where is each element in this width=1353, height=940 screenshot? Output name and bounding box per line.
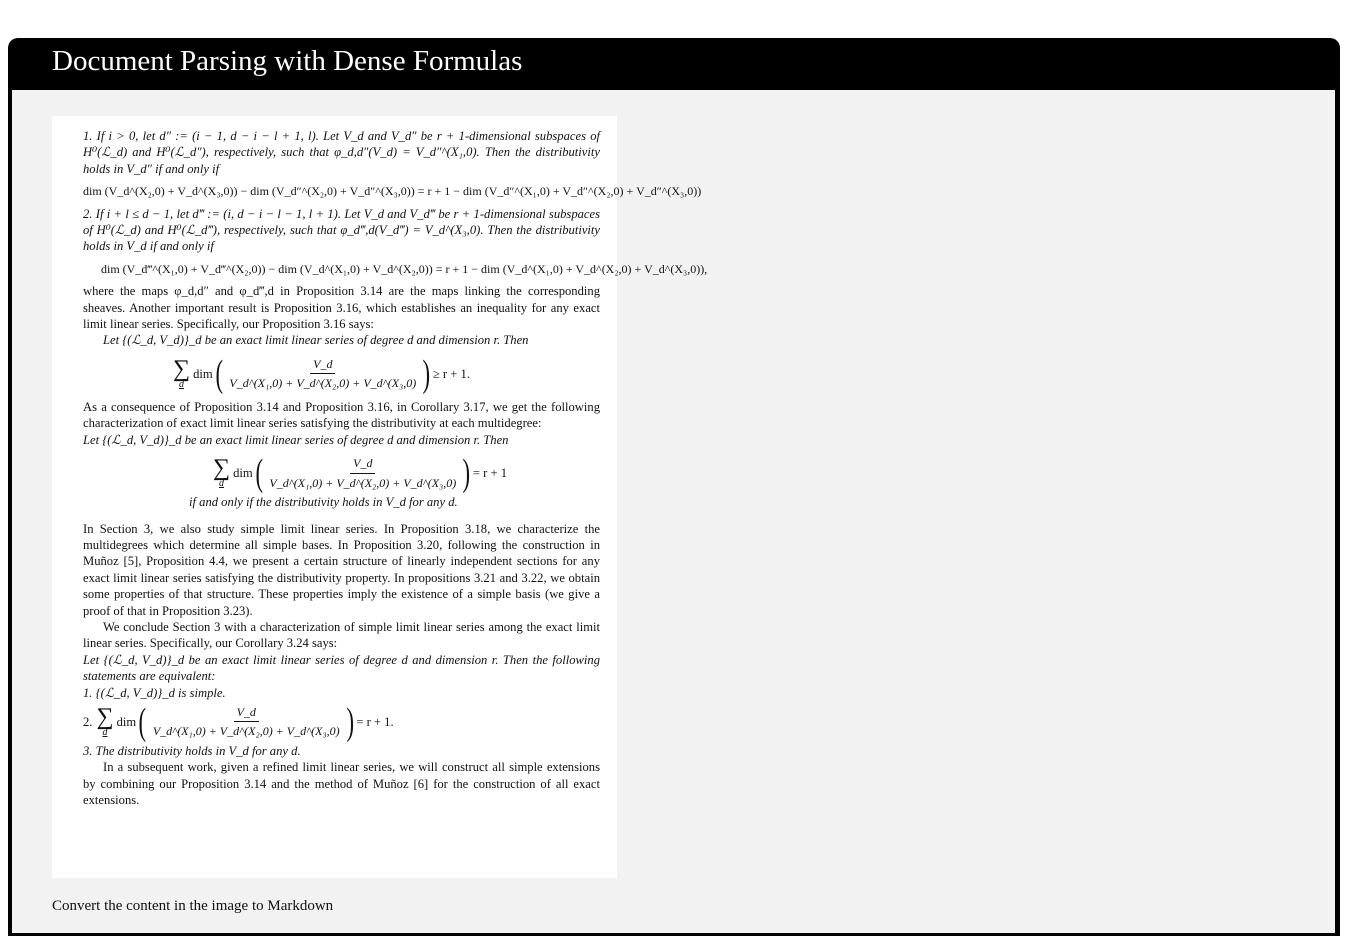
list-item-2: 2. ∑ d dim ( $\frac{V\_d}{\text{V\_d\textasciicircum{}(X₁,0) + V\_d\textasciicircum{}(X₂,0) + V\_d\textasciicircum{}(X₃,0)}}$ ) = r + 1. [83, 700, 394, 743]
item-2: 2. If i + l ≤ d − 1, let d‴ := (i, d − i − l − 1, l + 1). Let V_d and V_d‴ be r + 1-dimensional subspaces of H⁰(ℒ_d) and H⁰(ℒ_d‴), respectively, such that φ_d‴,d(V_d‴) = V_d^(X₃,0). Then the distributivity holds in V_d if and only if [83, 206, 600, 254]
iff-line: if and only if the distributivity holds in V_d for any d. [189, 495, 458, 510]
paragraph-1: where the maps φ_d,d″ and φ_d‴,d in Proposition 3.14 are the maps linking the corresponding sheaves. Another important result is Proposition 3.16, which establishes an inequality for any exact limit linear series. Specifically, our Proposition 3.16 says: [83, 284, 600, 332]
sum-symbol: ∑ d [213, 455, 231, 490]
sum-symbol: ∑ d [173, 355, 191, 390]
equation-4: ∑ d dim ( $\frac{V\_d}{\text{V\_d\textasciicircum{}(X₁,0) + V\_d\textasciicircum{}(X₂,0) + V\_d\textasciicircum{}(X₃,0)}}$ ) = r + 1 [213, 452, 508, 495]
list-item-3: 3. The distributivity holds in V_d for any d. [83, 743, 301, 758]
fraction: $\frac{V\_d}{\text{V\_d\textasciicircum{}(X₁,0) + V\_d\textasciicircum{}(X₂,0) + V\_d\textasciicircum{}(X₃,0)}}$ [152, 705, 340, 739]
item-1: 1. If i > 0, let d″ := (i − 1, d − i − l + 1, l). Let V_d and V_d″ be r + 1-dimensional subspaces of H⁰(ℒ_d) and H⁰(ℒ_d″), respectively, such that φ_d,d″(V_d) = V_d″^(X₁,0). Then the distributivity holds in V_d″ if and only if [83, 129, 600, 176]
document-text [83, 128, 708, 809]
paragraph-3: In Section 3, we also study simple limit linear series. In Proposition 3.18, we characterize the multidegrees which determine all simple bases. In Proposition 3.20, following the construction in Muñoz [5], Proposition 4.4, we present a certain structure of linearly independent sections for any exact limit linear series satisfying the distributivity property. In propositions 3.21 and 3.22, we obtain some properties of that structure. These properties imply the existence of a simple basis (we give a proof of that in Proposition 3.23). [83, 521, 600, 618]
window-title: Document Parsing with Dense Formulas [52, 45, 523, 77]
equation-2: dim (V_d‴^(X₁,0) + V_d‴^(X₂,0)) − dim (V_d^(X₁,0) + V_d^(X₂,0)) = r + 1 − dim (V_d^(X₁,0) + V_d^(X₂,0) + V_d^(X₃,0)), [101, 261, 708, 276]
fraction: $\frac{V\_d}{\text{V\_d\textasciicircum{}(X₁,0) + V\_d\textasciicircum{}(X₂,0) + V\_d\textasciicircum{}(X₃,0)}}$ [269, 456, 457, 490]
equation-1: dim (V_d^(X₂,0) + V_d^(X₃,0)) − dim (V_d″^(X₂,0) + V_d″^(X₃,0)) = r + 1 − dim (V_d″^(X₁,0) + V_d″^(X₂,0) + V_d″^(X₃,0)) [83, 184, 702, 199]
paragraph-4: We conclude Section 3 with a characterization of simple limit linear series among the exact limit linear series. Specifically, our Corollary 3.24 says: [83, 619, 600, 651]
list-number: 2. [83, 714, 93, 729]
equation-5-rhs: = r + 1. [356, 714, 394, 729]
dim-operator: dim [233, 465, 253, 480]
dim-operator: dim [193, 366, 213, 381]
equation-3: ∑ d dim ( $\frac{V\_d}{\text{V\_d\textasciicircum{}(X₁,0) + V\_d\textasciicircum{}(X₂,0) + V\_d\textasciicircum{}(X₃,0)}}$ ) ≥ r + 1. [173, 352, 470, 395]
let-statement-2: Let {(ℒ_d, V_d)}_d be an exact limit linear series of degree d and dimension r. Then [83, 432, 509, 447]
fraction: $\frac{V\_d}{\text{V\_d\textasciicircum{}(X₁,0) + V\_d\textasciicircum{}(X₂,0) + V\_d\textasciicircum{}(X₃,0)}}$ [229, 356, 417, 391]
content-panel [12, 90, 1335, 933]
window-frame [8, 38, 1340, 936]
document-image [52, 116, 708, 878]
dim-operator: dim [116, 714, 137, 729]
equation-3-rhs: ≥ r + 1. [432, 366, 470, 381]
let-statement-3: Let {(ℒ_d, V_d)}_d be an exact limit linear series of degree d and dimension r. Then the following statements are equivalent: [83, 652, 600, 684]
equation-4-rhs: = r + 1 [472, 465, 508, 480]
sum-symbol: ∑ d [96, 703, 114, 738]
paragraph-5: In a subsequent work, given a refined limit linear series, we will construct all simple extensions by combining our Proposition 3.14 and the method of Muñoz [6] for the construction of all exact extensions. [83, 760, 600, 808]
list-item-1: 1. {(ℒ_d, V_d)}_d is simple. [83, 685, 226, 700]
prompt-text: Convert the content in the image to Markdown [52, 898, 334, 914]
paragraph-2: As a consequence of Proposition 3.14 and Proposition 3.16, in Corollary 3.17, we get the following characterization of exact limit linear series satisfying the distributivity at each multidegree: [83, 399, 600, 431]
let-statement-1: Let {(ℒ_d, V_d)}_d be an exact limit linear series of degree d and dimension r. Then [103, 333, 529, 348]
